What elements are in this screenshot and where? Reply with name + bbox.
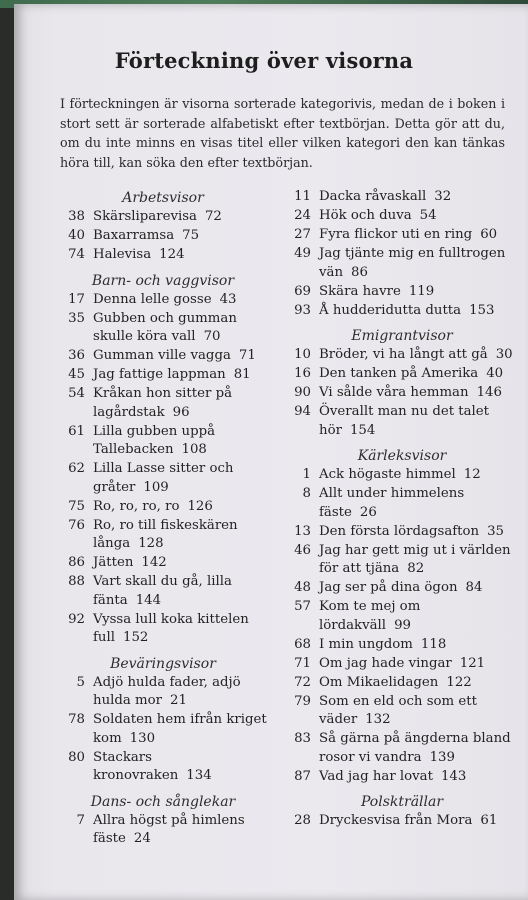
index-entry: [289, 579, 515, 598]
category-heading: Emigrantvisor: [351, 328, 453, 344]
category-block: [57, 654, 269, 786]
index-entry: [57, 674, 269, 711]
page-number: 72: [204, 209, 222, 224]
song-number: 83: [294, 731, 311, 746]
page-number: 152: [123, 630, 149, 645]
song-number: 62: [68, 461, 85, 476]
page-number: 84: [465, 580, 483, 595]
index-entry: [289, 812, 515, 831]
page-number: 21: [170, 693, 187, 708]
song-title-and-page: [319, 188, 515, 207]
song-title: Jag fattige lappman: [93, 367, 226, 382]
page-number: 130: [129, 730, 156, 746]
song-title: Ro, ro till fiskeskären långa: [93, 517, 238, 551]
song-title-and-page: [93, 517, 269, 554]
index-entry: [57, 460, 269, 497]
index-entry: [57, 573, 269, 610]
song-title: Vyssa lull koka kittelen full: [93, 611, 249, 645]
song-title: Stackars kronovraken: [93, 749, 179, 783]
song-title: Den tanken på Amerika: [319, 366, 479, 381]
index-entry: [289, 365, 515, 384]
song-title-and-page: [319, 812, 515, 831]
song-title: Vad jag har lovat: [319, 768, 433, 784]
song-title: Om jag hade vingar: [319, 655, 452, 671]
song-number: 1: [302, 467, 311, 482]
song-number: 87: [294, 768, 311, 784]
song-title-and-page: [93, 812, 269, 849]
song-title-and-page: [319, 636, 515, 655]
song-title-and-page: [93, 208, 269, 227]
song-number: 38: [68, 209, 85, 224]
song-number: 24: [294, 208, 311, 223]
left-index-column: [57, 188, 269, 849]
song-title: Baxarramsa: [93, 228, 175, 243]
page-number: 122: [446, 674, 472, 690]
index-entry: [289, 655, 515, 674]
index-entry: [289, 542, 515, 579]
song-title-and-page: [93, 385, 269, 422]
index-entry: [289, 485, 515, 522]
song-number: 45: [68, 367, 85, 382]
song-number: 71: [294, 655, 311, 671]
page-number: 121: [459, 655, 486, 671]
page-number: 81: [233, 367, 251, 382]
page-number: 132: [365, 712, 391, 727]
song-title: Jag ser på dina ögon: [319, 580, 458, 595]
song-title-and-page: [319, 365, 515, 384]
index-entry: [289, 598, 515, 635]
song-title-and-page: [319, 693, 515, 730]
right-index-column: [289, 188, 515, 831]
category-block: [289, 446, 515, 786]
song-number: 49: [294, 246, 311, 261]
song-title-and-page: [93, 227, 269, 246]
page-number: 128: [138, 536, 164, 551]
song-number: 8: [302, 486, 311, 501]
song-title: Så gärna på ängderna bland rosor vi vandra: [319, 731, 511, 765]
page-number: 109: [143, 479, 169, 495]
song-number: 36: [68, 348, 85, 363]
song-title: Överallt man nu det talet hör: [319, 404, 490, 438]
song-number: 7: [76, 812, 85, 828]
song-number: 86: [68, 555, 85, 570]
song-number: 35: [68, 310, 85, 326]
song-number: 16: [294, 366, 311, 381]
song-number: 88: [68, 574, 85, 589]
song-title: Om Mikaelidagen: [319, 674, 439, 690]
index-entry: [289, 466, 515, 485]
song-title: Allra högst på himlens fäste: [93, 812, 245, 846]
index-entry: [57, 347, 269, 366]
song-number: 28: [294, 813, 311, 828]
page-number: 30: [495, 347, 513, 362]
song-title-and-page: [319, 542, 515, 579]
category-block: [289, 326, 515, 440]
index-entry: [289, 245, 515, 282]
page-number: 142: [141, 555, 167, 570]
song-number: 72: [294, 674, 311, 690]
category-block: [57, 792, 269, 849]
category-heading: Polskträllar: [360, 794, 444, 810]
index-entry: [289, 384, 515, 403]
page-number: 54: [419, 208, 437, 223]
song-number: 40: [68, 228, 85, 243]
song-title-and-page: [319, 523, 515, 542]
song-title-and-page: [319, 226, 515, 245]
song-number: 11: [294, 189, 311, 204]
song-title: Jätten: [93, 555, 134, 570]
index-entry: [289, 226, 515, 245]
song-title-and-page: [93, 310, 269, 347]
song-title-and-page: [93, 573, 269, 610]
page-number: 146: [476, 385, 502, 400]
song-title: Kom te mej om lördakväll: [319, 599, 421, 633]
page-number: 24: [133, 831, 151, 846]
song-title: Halevisa: [93, 247, 152, 262]
page-number: 75: [182, 228, 200, 243]
page-number: 154: [349, 422, 376, 438]
song-title: Skärsliparevisa: [93, 209, 197, 224]
page-number: 82: [407, 561, 425, 576]
category-block: [289, 792, 515, 831]
index-entry: [289, 346, 515, 365]
song-title-and-page: [93, 291, 269, 310]
song-number: 92: [68, 611, 85, 627]
page-number: 139: [429, 749, 455, 765]
category-heading: Beväringsvisor: [110, 655, 216, 672]
category-heading: Kärleksvisor: [357, 448, 447, 464]
index-entry: [57, 366, 269, 385]
song-title-and-page: [319, 302, 515, 321]
category-heading: Barn- och vaggvisor: [91, 272, 235, 289]
song-number: 68: [294, 636, 311, 652]
song-title-and-page: [93, 423, 269, 460]
song-title: Vi sålde våra hemman: [319, 385, 469, 400]
song-title: Gumman ville vagga: [93, 348, 231, 363]
song-number: 57: [294, 599, 311, 614]
song-number: 78: [68, 712, 85, 727]
index-entry: [57, 498, 269, 517]
index-entry: [57, 246, 269, 265]
song-title: Bröder, vi ha långt att gå: [319, 347, 488, 362]
song-title-and-page: [319, 346, 515, 365]
song-title-and-page: [319, 730, 515, 767]
song-title: Lilla Lasse sitter och gråter: [93, 461, 234, 495]
song-title: Kråkan hon sitter på lagårdstak: [93, 386, 233, 420]
category-block: [289, 188, 515, 320]
song-number: 74: [68, 247, 85, 262]
song-number: 79: [294, 693, 311, 709]
index-entry: [289, 636, 515, 655]
index-entry: [57, 554, 269, 573]
page-number: 12: [463, 467, 481, 482]
song-title: Dryckesvisa från Mora: [319, 813, 473, 828]
song-number: 93: [294, 302, 311, 318]
index-entry: [289, 403, 515, 440]
page-number: 70: [203, 329, 221, 344]
index-entry: [289, 188, 515, 207]
song-number: 48: [294, 580, 311, 595]
song-number: 94: [294, 404, 311, 419]
page-number: 134: [186, 768, 212, 783]
song-title-and-page: [319, 245, 515, 282]
song-title: Å hudderidutta dutta: [319, 302, 462, 318]
song-number: 10: [294, 347, 311, 362]
index-entry: [57, 291, 269, 310]
page-number: 99: [394, 617, 411, 633]
song-title-and-page: [319, 768, 515, 787]
song-title: Adjö hulda fader, adjö hulda mor: [93, 674, 241, 708]
song-title-and-page: [93, 711, 269, 748]
song-title: Soldaten hem ifrån kriget kom: [93, 712, 267, 746]
song-number: 61: [68, 423, 85, 439]
page-number: 35: [487, 523, 504, 539]
index-entry: [289, 283, 515, 302]
page-number: 26: [359, 504, 377, 520]
song-number: 90: [294, 385, 311, 400]
index-entry: [289, 693, 515, 730]
song-title: Gubben och gumman skulle köra vall: [93, 310, 237, 344]
category-heading: Arbetsvisor: [122, 190, 204, 206]
page-number: 143: [440, 768, 467, 784]
song-title-and-page: [319, 283, 515, 302]
page-number: 86: [351, 264, 368, 280]
song-title-and-page: [93, 674, 269, 711]
page-number: 144: [135, 592, 162, 608]
page-number: 108: [181, 442, 207, 457]
song-number: 17: [68, 291, 85, 307]
song-title-and-page: [319, 655, 515, 674]
song-number: 75: [68, 498, 85, 514]
song-title-and-page: [93, 749, 269, 786]
page-number: 119: [408, 283, 435, 299]
page-number: 118: [420, 636, 447, 652]
song-title: Denna lelle gosse: [93, 291, 212, 307]
song-title-and-page: [319, 579, 515, 598]
song-title-and-page: [319, 485, 515, 522]
song-number: 69: [294, 283, 311, 299]
song-title: Som en eld och som ett väder: [319, 693, 477, 727]
page-number: 153: [469, 302, 495, 318]
index-entry: [289, 302, 515, 321]
song-title-and-page: [93, 460, 269, 497]
category-heading: Dans- och sånglekar: [90, 793, 236, 810]
song-title-and-page: [93, 246, 269, 265]
index-entry: [289, 207, 515, 226]
song-title: Hök och duva: [319, 208, 412, 223]
song-title-and-page: [319, 384, 515, 403]
index-entry: [289, 730, 515, 767]
song-title-and-page: [319, 466, 515, 485]
page-number: 43: [219, 291, 237, 307]
page-number: 124: [159, 247, 185, 262]
index-entry: [57, 517, 269, 554]
song-title-and-page: [319, 403, 515, 440]
index-entry: [289, 523, 515, 542]
page-number: 60: [480, 227, 498, 242]
song-number: 54: [68, 386, 85, 401]
index-entry: [57, 423, 269, 460]
category-block: [57, 271, 269, 648]
song-number: 5: [76, 674, 85, 690]
song-number: 13: [294, 523, 311, 539]
index-entry: [289, 674, 515, 693]
page-number: 40: [486, 366, 504, 381]
page-number: 61: [480, 813, 498, 828]
page-number: 126: [187, 498, 213, 514]
page-title: Förteckning över visorna: [114, 48, 414, 73]
song-title: Allt under himmelens fäste: [319, 486, 465, 520]
index-entry: [57, 385, 269, 422]
song-number: 80: [68, 749, 85, 765]
song-title: Dacka råvaskall: [319, 189, 427, 204]
index-entry: [57, 812, 269, 849]
song-title: Lilla gubben uppå Tallebacken: [93, 423, 216, 457]
page-number: 96: [172, 404, 190, 420]
song-title: Den första lördagsafton: [319, 523, 480, 539]
song-number: 27: [294, 227, 311, 242]
song-title: Ro, ro, ro, ro: [93, 498, 180, 514]
song-title: Jag har gett mig ut i världen för att tjäna: [319, 542, 511, 576]
index-entry: [57, 227, 269, 246]
index-entry: [57, 611, 269, 648]
song-title-and-page: [93, 498, 269, 517]
song-title: Ack högaste himmel: [319, 467, 456, 482]
song-title: Vart skall du gå, lilla fänta: [93, 574, 232, 608]
song-title-and-page: [93, 611, 269, 648]
song-title: Fyra flickor uti en ring: [319, 227, 473, 242]
song-title: Skära havre: [319, 283, 401, 299]
index-entry: [57, 208, 269, 227]
song-number: 46: [294, 542, 311, 558]
song-title: I min ungdom: [319, 636, 413, 652]
index-entry: [57, 310, 269, 347]
song-title-and-page: [319, 598, 515, 635]
index-entry: [57, 711, 269, 748]
song-number: 76: [68, 517, 85, 533]
song-title: Jag tjänte mig en fulltrogen vän: [319, 246, 506, 280]
song-title-and-page: [93, 554, 269, 573]
category-block: [57, 188, 269, 265]
song-title-and-page: [319, 207, 515, 226]
index-entry: [57, 749, 269, 786]
song-title-and-page: [93, 347, 269, 366]
song-title-and-page: [319, 674, 515, 693]
index-entry: [289, 768, 515, 787]
song-title-and-page: [93, 366, 269, 385]
page-number: 32: [434, 189, 452, 204]
page-number: 71: [238, 348, 256, 363]
intro-paragraph: I förteckningen är visorna sorterade kategorivis, medan de i boken i stort sett är sorterade alfabetiskt efter textbörjan. Detta gör att du, om du inte minns en visas titel eller vilken kategori den kan tänkas höra till, kan söka den efter textbörjan.: [60, 96, 505, 170]
